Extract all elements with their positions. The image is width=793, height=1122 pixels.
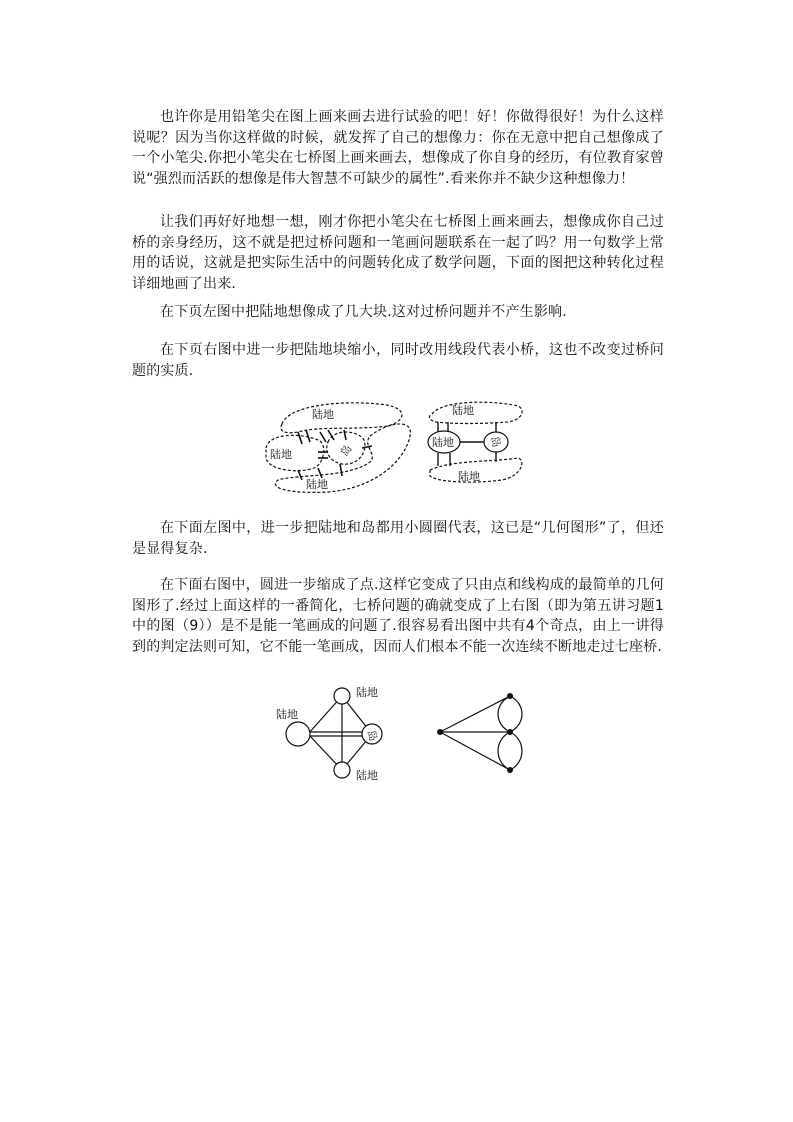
land-label-left: 陆地 xyxy=(270,448,292,461)
paragraph-left-figure: 在下页左图中把陆地想像成了几大块.这对过桥问题并不产生影响. xyxy=(160,304,567,320)
island-label: 岛 xyxy=(337,442,355,459)
paragraph-imagination: 也许你是用铅笔尖在图上画来画去进行试验的吧！好！你做得很好！为什么这样说呢？因为当你这样做的时候，就发挥了自己的想像力：你在无意中把自己想像成了一个小笔尖.你把小笔尖在七桥图上画来画去，想像成了你自身的经历，有位教育家曾说“强烈而活跃的想像是伟大智慧不可缺少的属性”.看来你并不缺少这种想像力！ xyxy=(132,109,664,187)
graph-island: 岛 xyxy=(364,728,381,743)
land-label-bottom: 陆地 xyxy=(306,478,328,491)
figure-land-blocks-right xyxy=(422,398,528,490)
island-label-r: 岛 xyxy=(487,434,504,450)
graph-land-top: 陆地 xyxy=(356,686,378,699)
paragraph-conversion: 让我们再好好地想一想，刚才你把小笔尖在七桥图上画来画去，想像成你自己过桥的亲身经历，这不就是把过桥问题和一笔画问题联系在一起了吗？用一句数学上常用的话说，这就是把实际生活中的问题转化成了数学问题，下面的图把这种转化过程详细地画了出来. xyxy=(132,214,664,292)
land-label-left-r: 陆地 xyxy=(432,436,454,449)
paragraph-circles: 在下面左图中，进一步把陆地和岛都用小圆圈代表，这已是“几何图形”了，但还是显得复杂. xyxy=(132,520,664,557)
land-label-bottom-r: 陆地 xyxy=(458,470,480,483)
paragraph-right-figure: 在下页右图中进一步把陆地块缩小，同时改用线段代表小桥，这也不改变过桥问题的实质. xyxy=(132,342,664,379)
graph-land-left: 陆地 xyxy=(276,708,298,721)
vertex-top xyxy=(507,693,513,699)
figure-point-graph xyxy=(434,690,524,776)
vertex-middle xyxy=(507,729,513,735)
figure-circle-graph xyxy=(272,682,392,782)
land-label-top-r: 陆地 xyxy=(452,404,474,417)
vertex-bottom xyxy=(507,767,513,773)
paragraph-points: 在下面右图中，圆进一步缩成了点.这样它变成了只由点和线构成的最简单的几何图形了.经过上面这样的一番简化，七桥问题的确就变成了上右图（即为第五讲习题1中的图（9））是不是能一笔画成的问题了.很容易看出图中共有4个奇点，由上一讲得到的判定法则可知，它不能一笔画成，因而人们根本不能一次连续不断地走过七座桥. xyxy=(132,577,664,655)
vertex-left xyxy=(437,729,443,735)
land-label-top: 陆地 xyxy=(312,408,334,421)
figure-land-blocks-left xyxy=(258,396,420,498)
graph-land-bottom: 陆地 xyxy=(356,769,378,782)
